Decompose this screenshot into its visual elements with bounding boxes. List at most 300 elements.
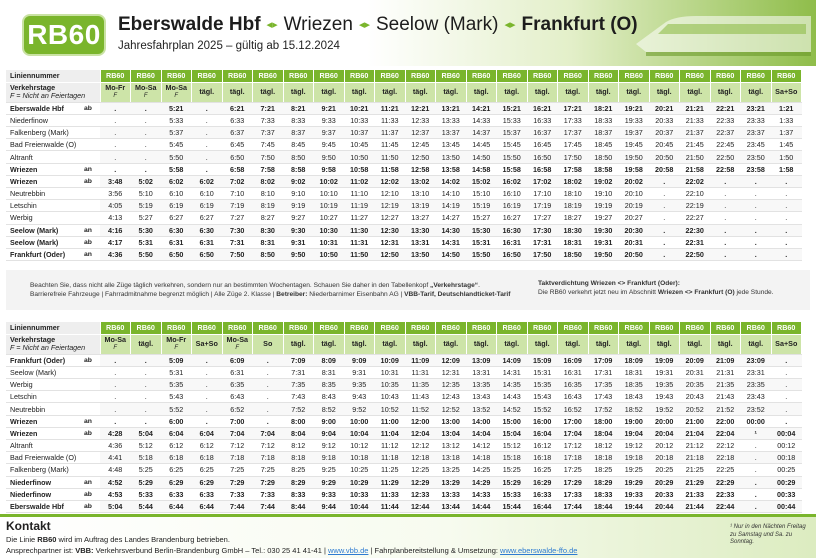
time-cell: 12:10	[375, 188, 406, 200]
time-cell: 10:25	[344, 464, 375, 476]
time-cell: 6:29	[192, 476, 223, 488]
time-cell: 12:44	[405, 500, 436, 512]
time-cell: 21:52	[710, 403, 741, 415]
time-cell: 11:09	[405, 354, 436, 366]
operating-days-cell	[344, 334, 375, 354]
time-cell: 23:45	[741, 139, 772, 151]
time-cell: 8:02	[253, 175, 284, 187]
time-cell: 22:33	[710, 114, 741, 126]
time-cell: 15:25	[497, 464, 528, 476]
time-cell: 20:33	[649, 488, 680, 500]
time-cell: 8:12	[283, 440, 314, 452]
holiday-flag: F	[174, 345, 179, 352]
time-cell: .	[131, 354, 162, 366]
time-cell: 8:43	[314, 391, 345, 403]
time-cell: 7:02	[222, 175, 253, 187]
time-cell: 10:30	[314, 224, 345, 236]
time-cell: 19:25	[619, 464, 650, 476]
time-cell: 16:04	[527, 427, 558, 439]
time-cell: 15:31	[466, 236, 497, 248]
time-cell: 23:35	[741, 379, 772, 391]
time-cell: 12:52	[436, 403, 467, 415]
time-cell: 20:00	[649, 415, 680, 427]
time-cell: 16:33	[527, 114, 558, 126]
time-cell: 13:37	[436, 127, 467, 139]
time-cell: 8:31	[253, 236, 284, 248]
time-cell: 14:00	[466, 415, 497, 427]
time-cell: 12:31	[375, 236, 406, 248]
holiday-flag: F	[143, 93, 148, 100]
operating-days-title: Verkehrstage	[10, 335, 56, 345]
line-number-cell: RB60	[680, 322, 711, 334]
time-cell: 8:21	[283, 102, 314, 114]
arrival-departure: an	[84, 415, 100, 427]
time-cell: 19:33	[619, 488, 650, 500]
line-number-cell: RB60	[649, 70, 680, 82]
time-cell: 14:35	[497, 379, 528, 391]
operating-days-cell	[741, 334, 772, 354]
time-cell: 8:19	[253, 200, 284, 212]
table-row	[6, 415, 802, 427]
time-cell: 00:00	[741, 415, 772, 427]
time-cell: 19:50	[588, 248, 619, 260]
time-cell: 13:27	[405, 212, 436, 224]
time-cell: 14:29	[466, 476, 497, 488]
time-cell: 6:02	[161, 175, 192, 187]
time-cell: 22:45	[710, 139, 741, 151]
time-cell: 7:50	[222, 248, 253, 260]
time-cell: 6:58	[222, 163, 253, 175]
time-cell: 22:02	[680, 175, 711, 187]
time-cell: .	[741, 188, 772, 200]
operating-days-cell	[680, 82, 711, 102]
time-cell: 21:09	[710, 354, 741, 366]
time-cell: .	[100, 379, 131, 391]
time-cell: 14:43	[497, 391, 528, 403]
line-number-cell: RB60	[771, 70, 802, 82]
time-cell: .	[741, 175, 772, 187]
time-cell: 6:29	[161, 476, 192, 488]
days-text: tägl.	[290, 339, 306, 349]
time-cell: 5:35	[161, 379, 192, 391]
time-cell: 20:21	[649, 102, 680, 114]
time-cell: 16:30	[497, 224, 528, 236]
time-cell: 15:19	[466, 200, 497, 212]
time-cell: .	[741, 476, 772, 488]
time-cell: 9:09	[344, 354, 375, 366]
time-cell: 18:25	[588, 464, 619, 476]
time-cell: 6:10	[161, 188, 192, 200]
time-cell: 16:10	[497, 188, 528, 200]
time-cell: .	[253, 354, 284, 366]
time-cell: 6:43	[222, 391, 253, 403]
time-cell: 21:50	[680, 151, 711, 163]
time-cell: 23:21	[741, 102, 772, 114]
time-cell: 20:35	[680, 379, 711, 391]
days-text: tägl.	[717, 339, 733, 349]
days-text: tägl.	[321, 87, 337, 97]
operating-days-label	[6, 334, 100, 354]
time-cell: 18:44	[588, 500, 619, 512]
time-cell: 17:35	[588, 379, 619, 391]
time-cell: 5:30	[131, 224, 162, 236]
time-cell: .	[741, 488, 772, 500]
notes-taktverdichtung: Taktverdichtung Wriezen <> Frankfurt (Oder): Die RB60 verkehrt jetzt neu im Abschnitt Wriezen <> Frankfurt (O) jede Stunde.	[538, 280, 774, 296]
time-cell: 10:18	[344, 452, 375, 464]
operating-days-cell	[497, 82, 528, 102]
table-row	[6, 212, 802, 224]
time-cell: 5:50	[161, 151, 192, 163]
time-cell: 11:27	[344, 212, 375, 224]
days-text: tägl.	[321, 339, 337, 349]
line-number-cell: RB60	[466, 322, 497, 334]
operating-days-cell	[558, 334, 589, 354]
time-cell: 17:21	[558, 102, 589, 114]
line-number-cell: RB60	[222, 322, 253, 334]
time-cell: 12:18	[405, 452, 436, 464]
time-cell: 5:45	[161, 139, 192, 151]
time-cell: .	[192, 403, 223, 415]
days-text: Sa+So	[775, 87, 798, 97]
time-cell: 10:31	[314, 236, 345, 248]
time-cell: 18:10	[558, 188, 589, 200]
time-cell: .	[710, 212, 741, 224]
time-cell: .	[771, 212, 802, 224]
time-cell: 17:19	[527, 200, 558, 212]
time-cell: 13:10	[405, 188, 436, 200]
arrival-departure: an	[84, 248, 100, 260]
arrival-departure	[84, 464, 100, 476]
time-cell: 16:35	[558, 379, 589, 391]
line-number-cell: RB60	[314, 322, 345, 334]
arrival-departure	[84, 366, 100, 378]
time-cell: .	[741, 464, 772, 476]
arrival-departure: an	[84, 476, 100, 488]
time-cell: .	[771, 200, 802, 212]
time-cell: 7:44	[253, 500, 284, 512]
time-cell: 7:21	[253, 102, 284, 114]
time-cell: 9:10	[283, 188, 314, 200]
time-cell: 8:00	[283, 415, 314, 427]
time-cell: .	[710, 200, 741, 212]
time-cell: 20:12	[649, 440, 680, 452]
time-cell: 5:29	[131, 476, 162, 488]
time-cell: 12:21	[405, 102, 436, 114]
line-number-cell: RB60	[527, 322, 558, 334]
time-cell: 9:50	[283, 248, 314, 260]
time-cell: .	[649, 188, 680, 200]
time-cell: 19:44	[619, 500, 650, 512]
time-cell: 5:58	[161, 163, 192, 175]
days-text: Mo-Sa	[104, 335, 127, 345]
time-cell: 13:19	[405, 200, 436, 212]
time-cell: 17:09	[588, 354, 619, 366]
days-text: tägl.	[412, 339, 428, 349]
time-cell: 5:09	[161, 354, 192, 366]
time-cell: 6:30	[161, 224, 192, 236]
time-cell: 16:31	[497, 236, 528, 248]
time-cell: 21:00	[680, 415, 711, 427]
time-cell: .	[192, 354, 223, 366]
timetable-eberswalde-frankfurt	[6, 70, 802, 261]
time-cell: 7:19	[222, 200, 253, 212]
arrival-departure: ab	[84, 500, 100, 512]
time-cell: 16:18	[527, 452, 558, 464]
arrival-departure: an	[84, 163, 100, 175]
time-cell: 7:31	[222, 236, 253, 248]
time-cell: 22:29	[710, 476, 741, 488]
station-name: Niederfinow	[6, 488, 84, 500]
operating-days-cell	[619, 82, 650, 102]
time-cell: 11:45	[375, 139, 406, 151]
days-text: tägl.	[351, 339, 367, 349]
table-row	[6, 139, 802, 151]
time-cell: 5:18	[131, 452, 162, 464]
time-cell: 19:09	[649, 354, 680, 366]
time-cell: 11:00	[375, 415, 406, 427]
time-cell: 15:50	[466, 248, 497, 260]
time-cell: 7:04	[253, 427, 284, 439]
operating-days-cell	[710, 82, 741, 102]
time-cell: 1:50	[771, 151, 802, 163]
days-text: tägl.	[687, 87, 703, 97]
time-cell: 20:30	[619, 224, 650, 236]
line-number-cell: RB60	[710, 70, 741, 82]
arrival-departure	[84, 391, 100, 403]
time-cell: 18:45	[588, 139, 619, 151]
arrival-departure: ab	[84, 488, 100, 500]
time-cell: 12:30	[375, 224, 406, 236]
line-number-cell: RB60	[741, 322, 772, 334]
time-cell: ¹	[741, 427, 772, 439]
time-cell: 5:19	[131, 200, 162, 212]
time-cell: 19:00	[619, 415, 650, 427]
time-cell: .	[131, 139, 162, 151]
time-cell: 16:37	[527, 127, 558, 139]
time-cell: 20:50	[619, 248, 650, 260]
time-cell: 4:16	[100, 224, 131, 236]
time-cell: 20:52	[680, 403, 711, 415]
time-cell: 1:45	[771, 139, 802, 151]
time-cell: .	[710, 175, 741, 187]
time-cell: .	[131, 163, 162, 175]
time-cell: 8:09	[314, 354, 345, 366]
time-cell: 3:48	[100, 175, 131, 187]
time-cell: 15:37	[497, 127, 528, 139]
time-cell: 22:31	[680, 236, 711, 248]
time-cell: 14:50	[436, 248, 467, 260]
time-cell: 19:31	[588, 236, 619, 248]
time-cell: 13:35	[466, 379, 497, 391]
time-cell: 4:17	[100, 236, 131, 248]
days-text: tägl.	[534, 339, 550, 349]
time-cell: 7:09	[283, 354, 314, 366]
line-number-cell: RB60	[405, 70, 436, 82]
route-arrow-icon: ◂▸	[358, 19, 370, 31]
arrival-departure	[84, 200, 100, 212]
time-cell: 7:58	[253, 163, 284, 175]
time-cell: .	[649, 224, 680, 236]
time-cell: 10:43	[375, 391, 406, 403]
time-cell: 16:50	[497, 248, 528, 260]
time-cell: 16:27	[497, 212, 528, 224]
time-cell: 12:58	[405, 163, 436, 175]
time-cell: 14:45	[466, 139, 497, 151]
time-cell: 13:50	[405, 248, 436, 260]
time-cell: 00:12	[771, 440, 802, 452]
operating-days-label	[6, 82, 100, 102]
arrival-departure	[84, 127, 100, 139]
time-cell: 7:44	[222, 500, 253, 512]
time-cell: 20:31	[680, 366, 711, 378]
time-cell: 14:02	[436, 175, 467, 187]
time-cell: 19:35	[649, 379, 680, 391]
time-cell: .	[710, 224, 741, 236]
days-text: tägl.	[443, 87, 459, 97]
time-cell: 7:33	[253, 114, 284, 126]
time-cell: 21:44	[680, 500, 711, 512]
time-cell: 12:04	[405, 427, 436, 439]
table-row	[6, 379, 802, 391]
time-cell: 15:31	[527, 366, 558, 378]
days-text: tägl.	[382, 87, 398, 97]
time-cell: 20:44	[649, 500, 680, 512]
time-cell: 19:58	[619, 163, 650, 175]
table-row	[6, 440, 802, 452]
time-cell: 4:05	[100, 200, 131, 212]
time-cell: 10:31	[375, 366, 406, 378]
time-cell: 9:33	[314, 488, 345, 500]
operating-days-cell	[649, 82, 680, 102]
time-cell: .	[192, 391, 223, 403]
time-cell: 6:35	[222, 379, 253, 391]
time-cell: 9:31	[283, 236, 314, 248]
time-cell: 18:04	[588, 427, 619, 439]
table-row	[6, 224, 802, 236]
time-cell: 14:33	[466, 114, 497, 126]
time-cell: .	[771, 248, 802, 260]
table-row	[6, 403, 802, 415]
time-cell: 15:52	[527, 403, 558, 415]
time-cell: 13:09	[466, 354, 497, 366]
time-cell: 5:04	[100, 500, 131, 512]
time-cell: 18:33	[588, 114, 619, 126]
operating-days-cell	[314, 334, 345, 354]
time-cell: 16:00	[527, 415, 558, 427]
table-row	[6, 200, 802, 212]
station-name: Letschin	[6, 391, 84, 403]
station-name: Frankfurt (Oder)	[6, 354, 84, 366]
time-cell: 18:33	[588, 488, 619, 500]
time-cell: 5:27	[131, 212, 162, 224]
time-cell: 14:25	[466, 464, 497, 476]
operating-days-cell	[161, 82, 192, 102]
line-number-cell: RB60	[497, 70, 528, 82]
time-cell: 9:21	[314, 102, 345, 114]
table-row	[6, 366, 802, 378]
route-station: Frankfurt (O)	[521, 14, 638, 35]
time-cell: 17:00	[558, 415, 589, 427]
line-number-cell: RB60	[375, 322, 406, 334]
time-cell: 12:35	[436, 379, 467, 391]
time-cell: .	[131, 379, 162, 391]
time-cell: 21:35	[710, 379, 741, 391]
time-cell: 13:45	[436, 139, 467, 151]
time-cell: 11:25	[375, 464, 406, 476]
time-cell: 11:58	[375, 163, 406, 175]
time-cell: 22:00	[710, 415, 741, 427]
station-name: Niederfinow	[6, 114, 84, 126]
station-name: Wriezen	[6, 175, 84, 187]
station-name: Seelow (Mark)	[6, 224, 84, 236]
time-cell: 13:33	[436, 114, 467, 126]
time-cell: 17:31	[527, 236, 558, 248]
line-number-cell: RB60	[649, 322, 680, 334]
arrival-departure	[84, 188, 100, 200]
vbb-link[interactable]: www.vbb.de	[328, 546, 369, 555]
time-cell: .	[771, 224, 802, 236]
time-cell: 22:27	[680, 212, 711, 224]
time-cell: 6:21	[222, 102, 253, 114]
time-cell: 12:00	[405, 415, 436, 427]
line-number-cell: RB60	[344, 322, 375, 334]
time-cell: 20:02	[619, 175, 650, 187]
time-cell: 16:29	[527, 476, 558, 488]
time-cell: 7:12	[222, 440, 253, 452]
operating-days-cell	[680, 334, 711, 354]
time-cell: .	[649, 212, 680, 224]
time-cell: .	[771, 236, 802, 248]
operating-days-cell	[588, 334, 619, 354]
line-number-cell: RB60	[466, 70, 497, 82]
time-cell: 4:36	[100, 440, 131, 452]
days-text: tägl.	[473, 339, 489, 349]
days-text: tägl.	[687, 339, 703, 349]
time-cell: 16:50	[527, 151, 558, 163]
time-cell: 9:50	[314, 151, 345, 163]
time-cell: 11:52	[405, 403, 436, 415]
eberswalde-ffo-link[interactable]: www.eberswalde-ffo.de	[500, 546, 578, 555]
table-row	[6, 488, 802, 500]
operating-days-cell	[375, 82, 406, 102]
time-cell: 18:19	[558, 200, 589, 212]
time-cell: 5:12	[131, 440, 162, 452]
time-cell: 6:27	[192, 212, 223, 224]
time-cell: 16:45	[527, 139, 558, 151]
time-cell: 11:50	[344, 248, 375, 260]
time-cell: .	[131, 391, 162, 403]
line-number-cell: RB60	[283, 70, 314, 82]
time-cell: 21:29	[680, 476, 711, 488]
days-text: tägl.	[626, 339, 642, 349]
operating-days-cell	[253, 334, 284, 354]
arrival-departure: ab	[84, 102, 100, 114]
time-cell: 10:50	[344, 151, 375, 163]
time-cell: 12:33	[405, 114, 436, 126]
time-cell: .	[771, 354, 802, 366]
time-cell: 12:37	[405, 127, 436, 139]
time-cell: 19:43	[649, 391, 680, 403]
time-cell: 00:25	[771, 464, 802, 476]
time-cell: 12:27	[375, 212, 406, 224]
time-cell: 5:31	[161, 366, 192, 378]
time-cell: 6:19	[192, 200, 223, 212]
time-cell: 11:43	[405, 391, 436, 403]
time-cell: 7:27	[222, 212, 253, 224]
time-cell: 14:30	[436, 224, 467, 236]
time-cell: 1:37	[771, 127, 802, 139]
time-cell: .	[192, 379, 223, 391]
